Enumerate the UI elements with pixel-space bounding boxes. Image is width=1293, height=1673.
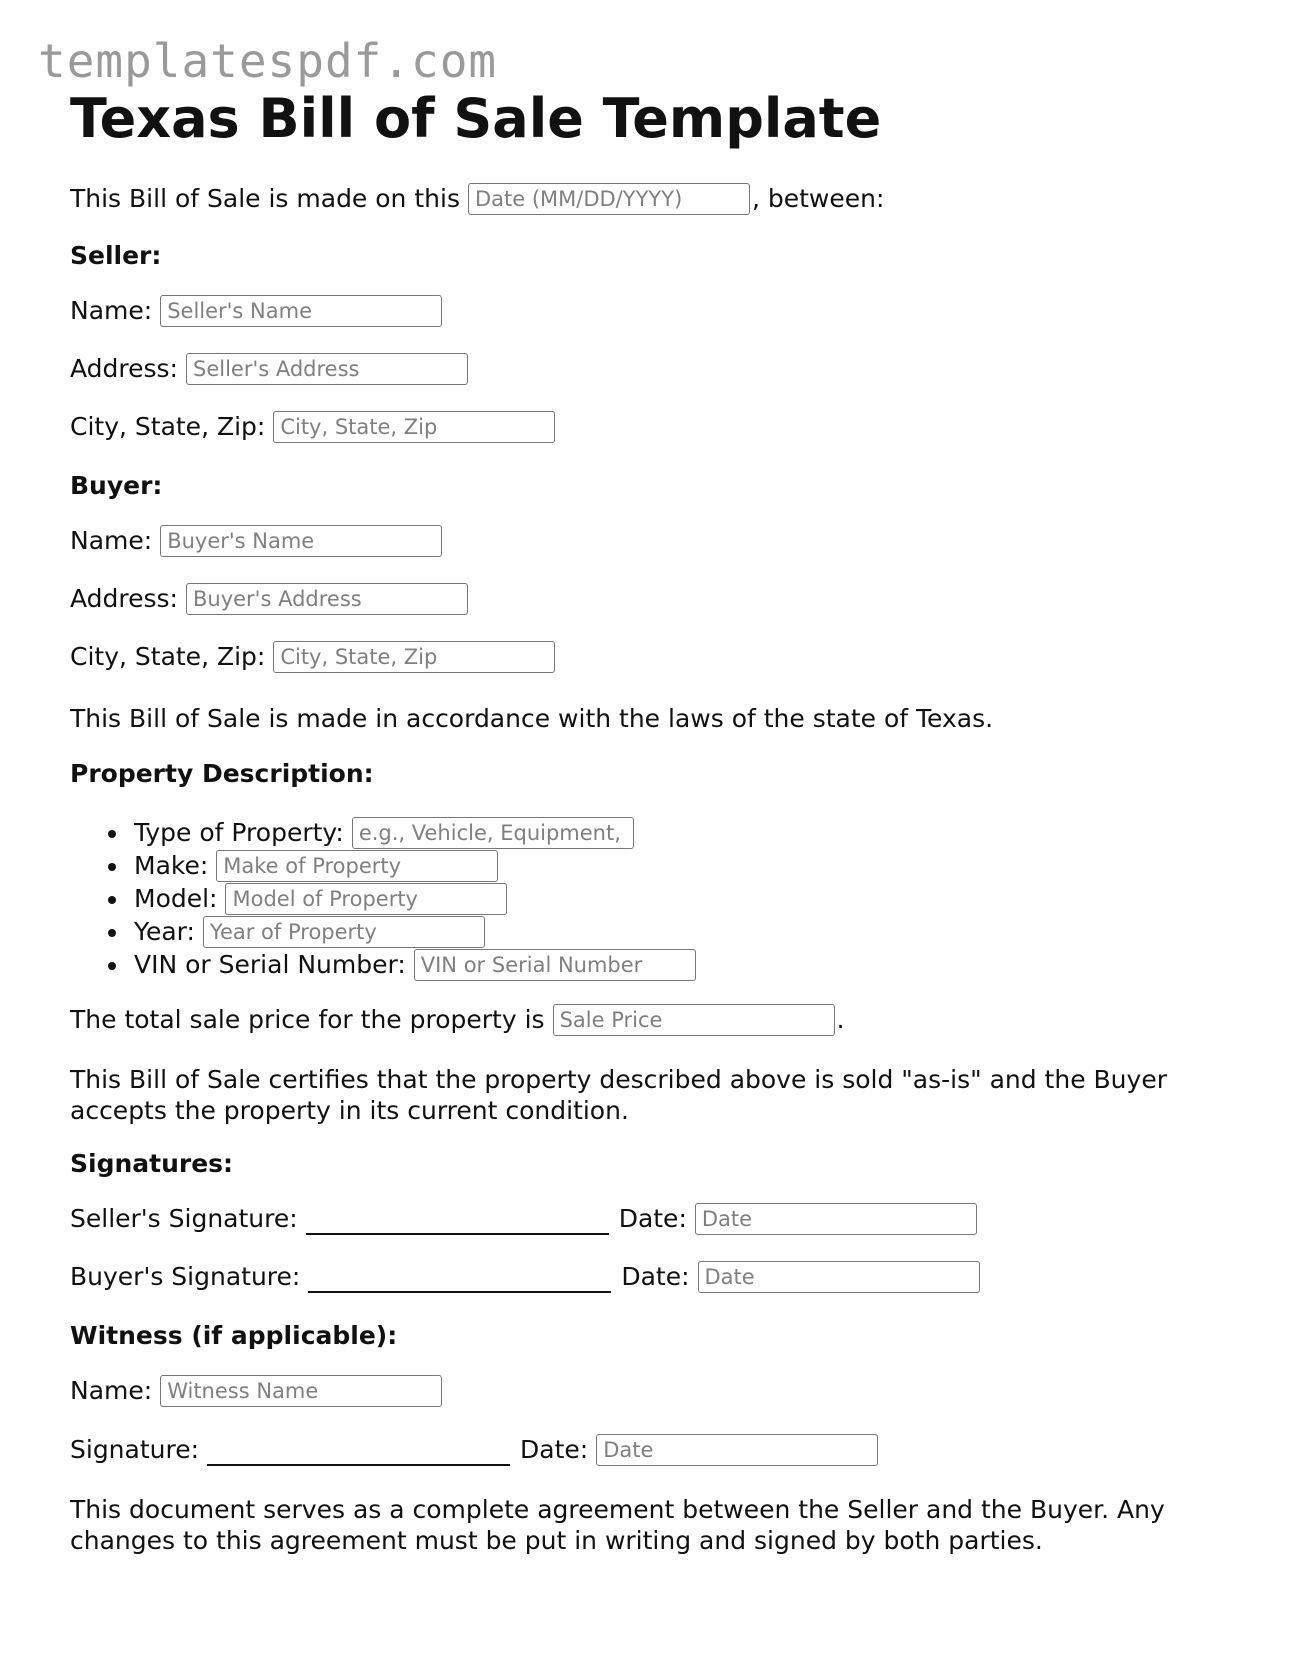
seller-signature-line[interactable] [306, 1207, 609, 1235]
intro-suffix: , between: [751, 184, 885, 213]
buyer-city-input[interactable] [273, 641, 555, 673]
property-year-label: Year: [134, 917, 195, 946]
intro-row [70, 183, 884, 215]
witness-name-label: Name: [70, 1376, 153, 1405]
witness-name-row [70, 1375, 442, 1407]
property-year-input[interactable] [203, 916, 485, 948]
property-make-item [70, 849, 696, 882]
sale-date-input[interactable] [468, 183, 750, 215]
seller-signature-date-label: Date: [618, 1204, 687, 1233]
buyer-signature-row [70, 1261, 980, 1293]
buyer-address-input[interactable] [186, 583, 468, 615]
buyer-address-row [70, 583, 468, 615]
seller-heading: Seller: [70, 241, 162, 270]
property-vin-input[interactable] [414, 949, 696, 981]
property-vin-item [70, 948, 696, 981]
witness-name-input[interactable] [160, 1375, 442, 1407]
bullet-icon [108, 830, 116, 838]
signatures-heading: Signatures: [70, 1149, 234, 1178]
bullet-icon [108, 896, 116, 904]
seller-signature-label: Seller's Signature: [70, 1204, 298, 1233]
as-is-statement: This Bill of Sale certifies that the property described above is sold "as-is" and the Buyer accepts the property in its current condition. [70, 1065, 1167, 1125]
buyer-signature-line[interactable] [308, 1265, 611, 1293]
sale-price-input[interactable] [553, 1004, 835, 1036]
buyer-name-label: Name: [70, 526, 153, 555]
seller-name-input[interactable] [160, 295, 442, 327]
watermark: templatespdf.com [38, 34, 498, 88]
price-row [70, 1004, 845, 1036]
bullet-icon [108, 863, 116, 871]
buyer-signature-date-label: Date: [621, 1262, 690, 1291]
property-model-item [70, 882, 696, 915]
seller-signature-date-input[interactable] [695, 1203, 977, 1235]
witness-date-label: Date: [520, 1435, 589, 1464]
property-vin-label: VIN or Serial Number: [134, 950, 406, 979]
property-make-input[interactable] [216, 850, 498, 882]
closing-statement: This document serves as a complete agreement between the Seller and the Buyer. Any changes to this agreement must be put in writing and signed by both parties. [70, 1495, 1165, 1555]
price-suffix: . [836, 1005, 845, 1034]
price-prefix: The total sale price for the property is [70, 1005, 545, 1034]
buyer-city-row [70, 641, 555, 673]
seller-city-label: City, State, Zip: [70, 412, 266, 441]
property-list [70, 816, 696, 981]
seller-address-input[interactable] [186, 353, 468, 385]
seller-city-input[interactable] [273, 411, 555, 443]
property-heading: Property Description: [70, 759, 374, 788]
property-type-input[interactable] [352, 817, 634, 849]
buyer-signature-date-input[interactable] [698, 1261, 980, 1293]
buyer-heading: Buyer: [70, 471, 163, 500]
laws-statement: This Bill of Sale is made in accordance with the laws of the state of Texas. [70, 704, 994, 733]
page-title: Texas Bill of Sale Template [70, 87, 882, 150]
bullet-icon [108, 962, 116, 970]
property-model-label: Model: [134, 884, 218, 913]
seller-name-label: Name: [70, 296, 153, 325]
witness-signature-line[interactable] [207, 1438, 510, 1466]
buyer-city-label: City, State, Zip: [70, 642, 266, 671]
property-type-item [70, 816, 696, 849]
seller-city-row [70, 411, 555, 443]
buyer-name-input[interactable] [160, 525, 442, 557]
seller-address-label: Address: [70, 354, 178, 383]
intro-prefix: This Bill of Sale is made on this [70, 184, 460, 213]
buyer-name-row [70, 525, 442, 557]
property-model-input[interactable] [225, 883, 507, 915]
witness-signature-label: Signature: [70, 1435, 200, 1464]
seller-signature-row [70, 1203, 977, 1235]
property-make-label: Make: [134, 851, 209, 880]
property-type-label: Type of Property: [134, 818, 344, 847]
buyer-signature-label: Buyer's Signature: [70, 1262, 301, 1291]
witness-signature-row [70, 1434, 878, 1466]
buyer-address-label: Address: [70, 584, 178, 613]
witness-heading: Witness (if applicable): [70, 1321, 398, 1350]
property-year-item [70, 915, 696, 948]
witness-date-input[interactable] [596, 1434, 878, 1466]
seller-address-row [70, 353, 468, 385]
bullet-icon [108, 929, 116, 937]
seller-name-row [70, 295, 442, 327]
